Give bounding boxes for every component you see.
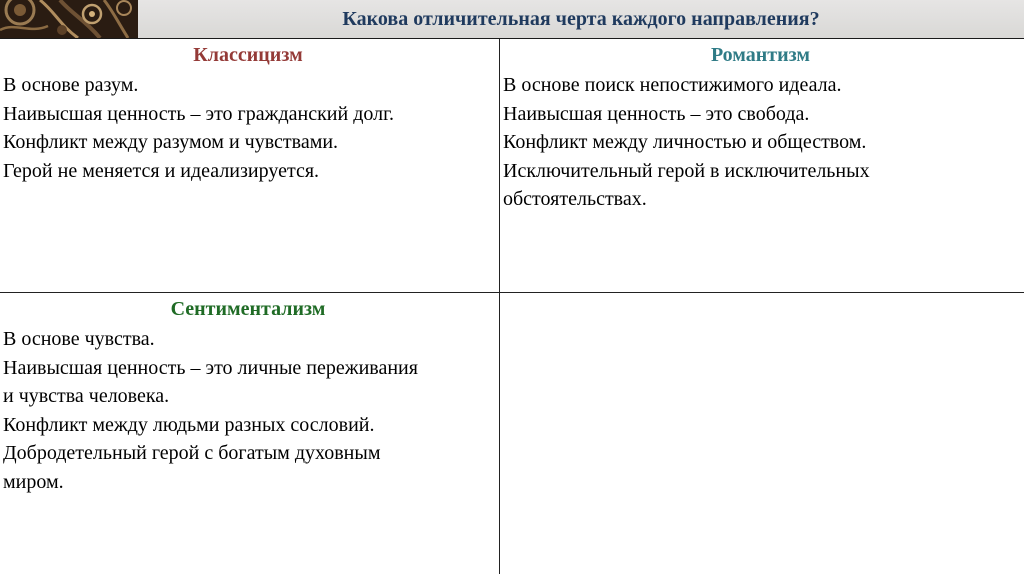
classicism-title: Классицизм — [193, 44, 303, 66]
slide-title: Какова отличительная черта каждого направления? — [342, 8, 820, 30]
sentimentalism-line: и чувства человека. — [3, 385, 170, 407]
ornament-image — [0, 0, 138, 38]
romanticism-line: Наивысшая ценность – это свобода. — [503, 102, 810, 125]
romanticism-line: обстоятельствах. — [503, 188, 647, 210]
romanticism-line: Исключительный герой в исключительных — [503, 159, 870, 182]
cell-romanticism — [500, 39, 1024, 292]
romanticism-line: Конфликт между личностью и обществом. — [503, 131, 867, 153]
romanticism-title: Романтизм — [710, 44, 811, 66]
header-bar — [0, 0, 1024, 39]
sentimentalism-line: В основе чувства. — [3, 328, 155, 350]
classicism-line: Конфликт между разумом и чувствами. — [3, 131, 339, 153]
cell-classicism — [0, 39, 499, 292]
comparison-table — [0, 39, 1024, 574]
sentimentalism-title: Сентиментализм — [170, 298, 326, 320]
classicism-line: Герой не меняется и идеализируется. — [3, 159, 320, 182]
classicism-line: В основе разум. — [3, 74, 139, 96]
sentimentalism-line: Наивысшая ценность – это личные переживания — [3, 356, 418, 379]
cell-sentimentalism — [0, 293, 499, 574]
cell-empty — [500, 293, 1024, 574]
romanticism-line: В основе поиск непостижимого идеала. — [503, 74, 842, 96]
sentimentalism-line: Добродетельный герой с богатым духовным — [3, 442, 381, 464]
classicism-line: Наивысшая ценность – это гражданский долг. — [3, 102, 395, 125]
sentimentalism-line: миром. — [3, 470, 64, 493]
sentimentalism-line: Конфликт между людьми разных сословий. — [3, 413, 375, 436]
